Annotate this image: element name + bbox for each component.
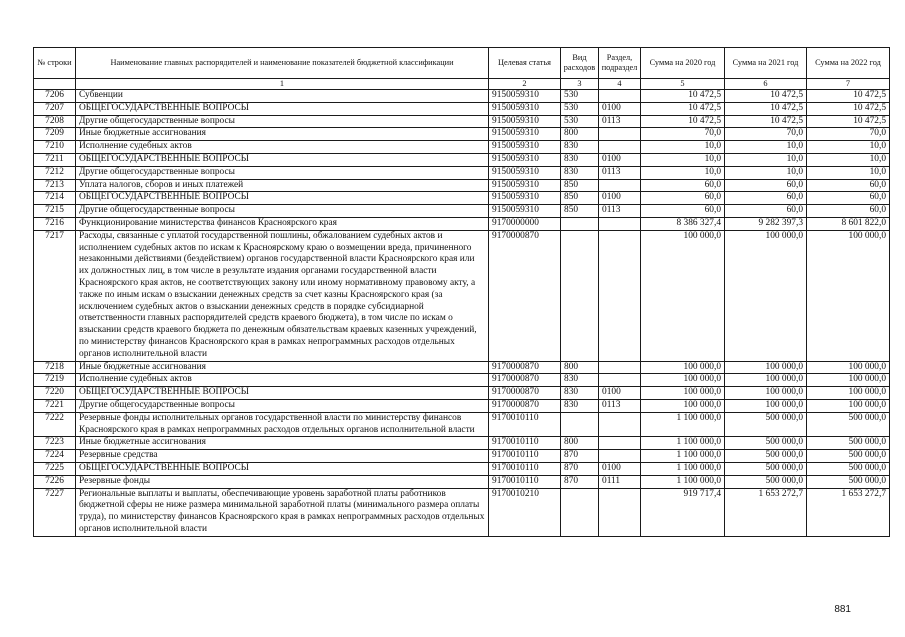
table-row [34,387,890,400]
row-name: Расходы, связанные с уплатой государственной пошлины, обжалованием судебных актов и исполнением судебных актов по искам к Красноярскому краю о возмещении вреда, причиненного незаконными действиями (бездействием) органов государственной власти Красноярского края или их должностных лиц, в том числе в результате издания органами государственной власти Красноярского края актов, не соответствующих закону или иному нормативному правовому акту, а также по иным искам о взыскании денежных средств за счет казны Красноярского края (за исключением судебных актов о взыскании денежных средств в порядке субсидиарной ответственности главных распорядителей средств краевого бюджета), в том числе по искам о взыскании средств краевого бюджета по денежным обязательствам краевых казенных учреждений, по министерству финансов Красноярского края в рамках непрограммных расходов отдельных органов исполнительной власти [76,230,489,361]
table-body [34,90,890,537]
row-target-article: 9170010110 [489,437,561,450]
row-target-article: 9150059310 [489,90,561,103]
row-sum-2022: 10 472,5 [807,115,890,128]
table-row [34,230,890,361]
row-section [599,141,641,154]
row-sum-2021: 60,0 [725,192,807,205]
row-sum-2022: 100 000,0 [807,387,890,400]
column-number: 4 [599,79,641,90]
row-target-article: 9150059310 [489,179,561,192]
column-number: 6 [725,79,807,90]
row-sum-2020: 8 386 327,4 [641,217,725,230]
row-sum-2021: 500 000,0 [725,475,807,488]
row-expense-kind: 800 [561,128,599,141]
row-sum-2022: 60,0 [807,179,890,192]
row-sum-2021: 60,0 [725,205,807,218]
row-expense-kind: 830 [561,399,599,412]
row-name: ОБЩЕГОСУДАРСТВЕННЫЕ ВОПРОСЫ [76,153,489,166]
row-name: Резервные средства [76,450,489,463]
row-sum-2021: 100 000,0 [725,387,807,400]
row-expense-kind [561,230,599,361]
row-sum-2021: 9 282 397,3 [725,217,807,230]
row-sum-2021: 10,0 [725,166,807,179]
row-sum-2022: 500 000,0 [807,437,890,450]
header-sum-2021: Сумма на 2021 год [725,48,807,79]
table-row [34,166,890,179]
row-sum-2022: 10,0 [807,153,890,166]
row-sum-2021: 100 000,0 [725,399,807,412]
budget-table [33,47,890,537]
row-number: 7219 [34,374,76,387]
column-number: 5 [641,79,725,90]
row-name: ОБЩЕГОСУДАРСТВЕННЫЕ ВОПРОСЫ [76,387,489,400]
row-sum-2020: 1 100 000,0 [641,450,725,463]
row-target-article: 9170000870 [489,387,561,400]
row-number: 7224 [34,450,76,463]
page-number: 881 [834,604,851,615]
row-sum-2020: 60,0 [641,192,725,205]
row-sum-2022: 10,0 [807,141,890,154]
table-row [34,205,890,218]
row-expense-kind: 530 [561,115,599,128]
row-section: 0100 [599,102,641,115]
table-row [34,475,890,488]
column-number: 7 [807,79,890,90]
column-number [34,79,76,90]
row-target-article: 9170000870 [489,399,561,412]
table-row [34,488,890,536]
row-section [599,128,641,141]
row-expense-kind: 870 [561,475,599,488]
row-target-article: 9170010110 [489,412,561,437]
row-sum-2022: 100 000,0 [807,361,890,374]
row-name: Другие общегосударственные вопросы [76,115,489,128]
table-row [34,361,890,374]
table-row [34,374,890,387]
row-sum-2020: 10 472,5 [641,115,725,128]
row-section [599,450,641,463]
row-sum-2021: 60,0 [725,179,807,192]
row-number: 7210 [34,141,76,154]
row-section [599,374,641,387]
row-target-article: 9170010110 [489,462,561,475]
header-sum-2020: Сумма на 2020 год [641,48,725,79]
row-target-article: 9150059310 [489,102,561,115]
row-section: 0113 [599,166,641,179]
row-sum-2022: 500 000,0 [807,450,890,463]
row-expense-kind: 830 [561,153,599,166]
row-sum-2020: 1 100 000,0 [641,462,725,475]
row-sum-2020: 1 100 000,0 [641,475,725,488]
row-sum-2021: 70,0 [725,128,807,141]
column-number-row [34,79,890,90]
row-name: ОБЩЕГОСУДАРСТВЕННЫЕ ВОПРОСЫ [76,462,489,475]
row-sum-2020: 10,0 [641,166,725,179]
row-sum-2022: 100 000,0 [807,374,890,387]
header-target: Целевая статья [489,48,561,79]
row-number: 7209 [34,128,76,141]
row-name: Исполнение судебных актов [76,374,489,387]
row-sum-2020: 100 000,0 [641,387,725,400]
row-name: Субвенции [76,90,489,103]
row-sum-2020: 10,0 [641,141,725,154]
row-sum-2021: 500 000,0 [725,462,807,475]
row-name: Функционирование министерства финансов Красноярского края [76,217,489,230]
row-number: 7223 [34,437,76,450]
table-row [34,399,890,412]
table-row [34,90,890,103]
row-sum-2022: 10 472,5 [807,102,890,115]
row-section: 0100 [599,153,641,166]
row-expense-kind: 830 [561,141,599,154]
row-number: 7215 [34,205,76,218]
row-expense-kind [561,217,599,230]
row-sum-2022: 70,0 [807,128,890,141]
row-number: 7216 [34,217,76,230]
budget-sheet [33,47,889,537]
row-sum-2021: 100 000,0 [725,230,807,361]
row-name: Исполнение судебных актов [76,141,489,154]
row-target-article: 9170010210 [489,488,561,536]
row-section: 0100 [599,387,641,400]
row-section: 0113 [599,205,641,218]
row-sum-2020: 100 000,0 [641,361,725,374]
row-section [599,488,641,536]
row-target-article: 9150059310 [489,166,561,179]
row-name: Другие общегосударственные вопросы [76,205,489,218]
row-sum-2022: 100 000,0 [807,399,890,412]
row-sum-2020: 100 000,0 [641,399,725,412]
row-sum-2022: 10 472,5 [807,90,890,103]
row-expense-kind: 530 [561,90,599,103]
row-sum-2022: 500 000,0 [807,475,890,488]
row-sum-2020: 10,0 [641,153,725,166]
row-sum-2020: 1 100 000,0 [641,437,725,450]
row-name: Иные бюджетные ассигнования [76,437,489,450]
row-section: 0111 [599,475,641,488]
row-sum-2020: 60,0 [641,205,725,218]
table-row [34,450,890,463]
row-sum-2022: 10,0 [807,166,890,179]
row-sum-2022: 60,0 [807,192,890,205]
column-number: 3 [561,79,599,90]
row-name: Иные бюджетные ассигнования [76,361,489,374]
row-sum-2022: 500 000,0 [807,412,890,437]
row-sum-2020: 70,0 [641,128,725,141]
row-expense-kind [561,488,599,536]
row-expense-kind: 800 [561,437,599,450]
row-sum-2021: 100 000,0 [725,374,807,387]
row-name: ОБЩЕГОСУДАРСТВЕННЫЕ ВОПРОСЫ [76,192,489,205]
header-section: Раздел, подраздел [599,48,641,79]
row-target-article: 9170010110 [489,450,561,463]
row-number: 7221 [34,399,76,412]
row-number: 7207 [34,102,76,115]
row-target-article: 9150059310 [489,141,561,154]
row-target-article: 9170000870 [489,230,561,361]
header-row-no: № строки [34,48,76,79]
row-sum-2020: 10 472,5 [641,90,725,103]
row-name: Резервные фонды [76,475,489,488]
row-sum-2021: 10,0 [725,141,807,154]
row-number: 7217 [34,230,76,361]
row-expense-kind: 830 [561,374,599,387]
row-sum-2021: 10 472,5 [725,115,807,128]
row-sum-2022: 60,0 [807,205,890,218]
row-section [599,90,641,103]
row-number: 7218 [34,361,76,374]
row-target-article: 9170000870 [489,361,561,374]
row-name: ОБЩЕГОСУДАРСТВЕННЫЕ ВОПРОСЫ [76,102,489,115]
row-target-article: 9170000870 [489,374,561,387]
row-section [599,179,641,192]
table-row [34,141,890,154]
row-sum-2020: 1 100 000,0 [641,412,725,437]
row-number: 7208 [34,115,76,128]
row-sum-2020: 100 000,0 [641,374,725,387]
row-target-article: 9150059310 [489,115,561,128]
row-number: 7222 [34,412,76,437]
column-number: 1 [76,79,489,90]
row-section [599,437,641,450]
row-sum-2021: 1 653 272,7 [725,488,807,536]
row-sum-2021: 10 472,5 [725,90,807,103]
row-section [599,361,641,374]
table-row [34,128,890,141]
row-expense-kind: 850 [561,192,599,205]
row-sum-2021: 100 000,0 [725,361,807,374]
row-sum-2020: 919 717,4 [641,488,725,536]
row-name: Другие общегосударственные вопросы [76,399,489,412]
row-section [599,217,641,230]
row-sum-2020: 100 000,0 [641,230,725,361]
row-section [599,230,641,361]
table-row [34,102,890,115]
row-sum-2021: 10 472,5 [725,102,807,115]
table-row [34,179,890,192]
row-expense-kind: 870 [561,462,599,475]
row-sum-2022: 500 000,0 [807,462,890,475]
row-section: 0100 [599,192,641,205]
table-row [34,412,890,437]
row-number: 7211 [34,153,76,166]
row-number: 7227 [34,488,76,536]
row-expense-kind: 850 [561,205,599,218]
row-sum-2021: 500 000,0 [725,437,807,450]
row-target-article: 9150059310 [489,192,561,205]
row-sum-2020: 10 472,5 [641,102,725,115]
row-number: 7206 [34,90,76,103]
row-name: Резервные фонды исполнительных органов государственной власти по министерству финансов Красноярского края в рамках непрограммных расходов отдельных органов исполнительной власти [76,412,489,437]
header-name: Наименование главных распорядителей и наименование показателей бюджетной классификации [76,48,489,79]
row-target-article: 9170010110 [489,475,561,488]
row-number: 7212 [34,166,76,179]
table-row [34,462,890,475]
row-target-article: 9150059310 [489,128,561,141]
row-sum-2021: 10,0 [725,153,807,166]
row-expense-kind: 800 [561,361,599,374]
row-number: 7225 [34,462,76,475]
table-row [34,153,890,166]
row-expense-kind: 530 [561,102,599,115]
row-sum-2020: 60,0 [641,179,725,192]
row-section [599,412,641,437]
row-target-article: 9170000000 [489,217,561,230]
header-sum-2022: Сумма на 2022 год [807,48,890,79]
row-sum-2022: 8 601 822,0 [807,217,890,230]
row-name: Уплата налогов, сборов и иных платежей [76,179,489,192]
row-number: 7214 [34,192,76,205]
row-sum-2021: 500 000,0 [725,450,807,463]
row-expense-kind: 830 [561,387,599,400]
row-section: 0100 [599,462,641,475]
table-row [34,217,890,230]
row-number: 7226 [34,475,76,488]
header-row [34,48,890,79]
table-row [34,192,890,205]
row-target-article: 9150059310 [489,205,561,218]
row-expense-kind: 830 [561,166,599,179]
row-name: Региональные выплаты и выплаты, обеспечивающие уровень заработной платы работников бюджетной сферы не ниже размера минимальной заработной платы (минимального размера оплаты труда), по министерству финансов Красноярского края в рамках непрограммных расходов отдельных органов исполнительной власти [76,488,489,536]
row-section: 0113 [599,115,641,128]
row-expense-kind [561,412,599,437]
row-number: 7213 [34,179,76,192]
column-number: 2 [489,79,561,90]
row-expense-kind: 850 [561,179,599,192]
row-section: 0113 [599,399,641,412]
table-row [34,115,890,128]
table-row [34,437,890,450]
row-sum-2021: 500 000,0 [725,412,807,437]
row-name: Другие общегосударственные вопросы [76,166,489,179]
header-kind: Вид расходов [561,48,599,79]
row-target-article: 9150059310 [489,153,561,166]
row-name: Иные бюджетные ассигнования [76,128,489,141]
row-sum-2022: 100 000,0 [807,230,890,361]
row-sum-2022: 1 653 272,7 [807,488,890,536]
row-expense-kind: 870 [561,450,599,463]
row-number: 7220 [34,387,76,400]
